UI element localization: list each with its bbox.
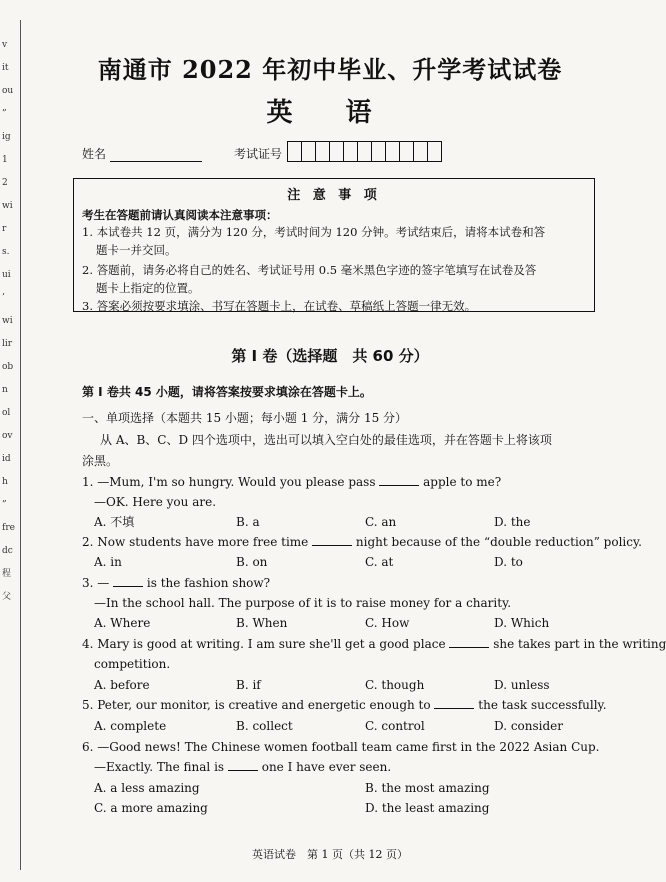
option: D. consider: [494, 719, 564, 733]
exam-id-box[interactable]: [287, 141, 302, 162]
margin-fragment: h: [2, 477, 8, 487]
option: C. though: [365, 678, 425, 692]
notice-box: [73, 178, 595, 312]
margin-fragment: 程: [2, 569, 12, 579]
margin-fragment: wi: [2, 201, 13, 211]
margin-fragment: n: [2, 385, 8, 395]
answer-blank: [434, 697, 474, 709]
section-intro: 第 I 卷共 45 小题，请将答案按要求填涂在答题卡上。: [82, 385, 372, 399]
option: D. unless: [494, 678, 550, 692]
option: A. a less amazing: [94, 781, 200, 795]
option: A. Where: [94, 616, 151, 630]
question-stem: the task successfully.: [478, 698, 607, 712]
margin-fragment: ”: [2, 109, 7, 119]
question-line: [94, 759, 391, 775]
question-stem: 2. Now students have more free time: [82, 535, 309, 549]
page-footer: 英语试卷 第 1 页（共 12 页）: [252, 848, 408, 861]
notice-top-border: [74, 178, 594, 179]
margin-fragment: r: [2, 224, 7, 234]
margin-fragment: ov: [2, 431, 13, 441]
answer-blank: [113, 575, 143, 587]
option: D. Which: [494, 616, 550, 630]
exam-id-box[interactable]: [343, 141, 358, 162]
margin-fragment: ob: [2, 362, 14, 372]
option: B. on: [236, 555, 268, 569]
instruction-line: 从 A、B、C、D 四个选项中，选出可以填入空白处的最佳选项，并在答题卡上将该项: [100, 433, 552, 447]
answer-blank: [228, 759, 258, 771]
option: A. in: [94, 555, 122, 569]
question-stem: she takes part in the writing: [493, 637, 666, 651]
option: A. complete: [94, 719, 167, 733]
margin-fragment: ou: [2, 86, 14, 96]
question-3: [82, 575, 270, 591]
exam-id-box[interactable]: [371, 141, 386, 162]
exam-id-box[interactable]: [427, 141, 442, 162]
notice-item: 题卡上指定的位置。: [96, 281, 200, 295]
question-4: [82, 636, 666, 652]
question-6: 6. —Good news! The Chinese women football team came first in the 2022 Asian Cup.: [82, 740, 600, 754]
question-line: —In the school hall. The purpose of it is to raise money for a charity.: [94, 596, 512, 610]
notice-item: 3. 答案必须按要求填涂、书写在答题卡上，在试卷、草稿纸上答题一律无效。: [82, 299, 477, 313]
notice-item: 题卡一并交回。: [96, 243, 177, 257]
option: A. 不填: [94, 515, 135, 529]
margin-fragment: ig: [2, 132, 11, 142]
question-stem: one I have ever seen.: [261, 760, 392, 774]
question-stem: apple to me?: [423, 475, 502, 489]
option: C. an: [365, 515, 397, 529]
option: B. collect: [236, 719, 293, 733]
exam-id-box[interactable]: [413, 141, 428, 162]
question-5: [82, 697, 607, 713]
margin-fragment: 父: [2, 592, 12, 602]
answer-blank: [379, 474, 419, 486]
question-stem: 5. Peter, our monitor, is creative and energetic enough to: [82, 698, 431, 712]
subject-title: 英 语: [266, 98, 394, 128]
question-stem: is the fashion show?: [146, 576, 271, 590]
question-stem: night because of the “double reduction” policy.: [355, 535, 642, 549]
question-line: competition.: [94, 657, 171, 671]
answer-blank: [312, 534, 352, 546]
margin-fragment: fre: [2, 523, 15, 533]
exam-id-box[interactable]: [357, 141, 372, 162]
option: D. to: [494, 555, 523, 569]
option: D. the least amazing: [365, 801, 490, 815]
exam-id-box[interactable]: [301, 141, 316, 162]
option: D. the: [494, 515, 531, 529]
exam-id-label: 考试证号: [234, 147, 283, 161]
margin-fragment: ”: [2, 500, 7, 510]
option: B. a: [236, 515, 260, 529]
question-2: [82, 534, 642, 550]
exam-id-box[interactable]: [399, 141, 414, 162]
question-stem: 4. Mary is good at writing. I am sure she'll get a good place: [82, 637, 446, 651]
part-title: 一、单项选择（本题共 15 小题；每小题 1 分，满分 15 分）: [82, 411, 408, 425]
instruction-line: 涂黑。: [82, 454, 119, 468]
exam-id-box[interactable]: [315, 141, 330, 162]
notice-lead: 考生在答题前请认真阅读本注意事项：: [82, 208, 278, 222]
option: C. a more amazing: [94, 801, 208, 815]
question-line: —OK. Here you are.: [94, 495, 217, 509]
answer-blank: [449, 636, 489, 648]
section-title: 第 I 卷（选择题 共 60 分）: [231, 347, 429, 365]
notice-item: 1. 本试卷共 12 页，满分为 120 分，考试时间为 120 分钟。考试结束后，请将本试卷和答: [82, 225, 546, 239]
margin-fragment: dc: [2, 546, 13, 556]
margin-fragment: ’: [2, 293, 5, 303]
option: A. before: [94, 678, 150, 692]
margin-fragment: it: [2, 63, 9, 73]
margin-fragment: lir: [2, 339, 13, 349]
option: C. at: [365, 555, 394, 569]
question-stem: 3. —: [82, 576, 110, 590]
margin-fragment: v: [2, 40, 8, 50]
notice-item: 2. 答题前，请务必将自己的姓名、考试证号用 0.5 毫米黑色字迹的签字笔填写在试卷及答: [82, 263, 537, 277]
name-label: 姓名: [82, 147, 107, 161]
option: C. How: [365, 616, 410, 630]
margin-fragment: id: [2, 454, 11, 464]
exam-id-box[interactable]: [329, 141, 344, 162]
margin-fragment: s.: [2, 247, 10, 257]
name-blank[interactable]: [110, 149, 202, 162]
margin-fragment: 2: [2, 178, 8, 188]
option: C. control: [365, 719, 425, 733]
option: B. if: [236, 678, 261, 692]
exam-id-boxes: [288, 141, 442, 162]
exam-id-box[interactable]: [385, 141, 400, 162]
margin-fragment: wi: [2, 316, 13, 326]
name-field: [82, 145, 202, 162]
question-stem: —Exactly. The final is: [94, 760, 225, 774]
margin-fragment: ui: [2, 270, 11, 280]
exam-title: 南通市 2022 年初中毕业、升学考试试卷: [97, 55, 563, 84]
question-1: [82, 474, 501, 490]
margin-fragment: ol: [2, 408, 11, 418]
option: B. When: [236, 616, 288, 630]
question-stem: 1. —Mum, I'm so hungry. Would you please pass: [82, 475, 376, 489]
notice-title: 注 意 事 项: [287, 188, 381, 203]
option: B. the most amazing: [365, 781, 490, 795]
margin-fragment: 1: [2, 155, 8, 165]
